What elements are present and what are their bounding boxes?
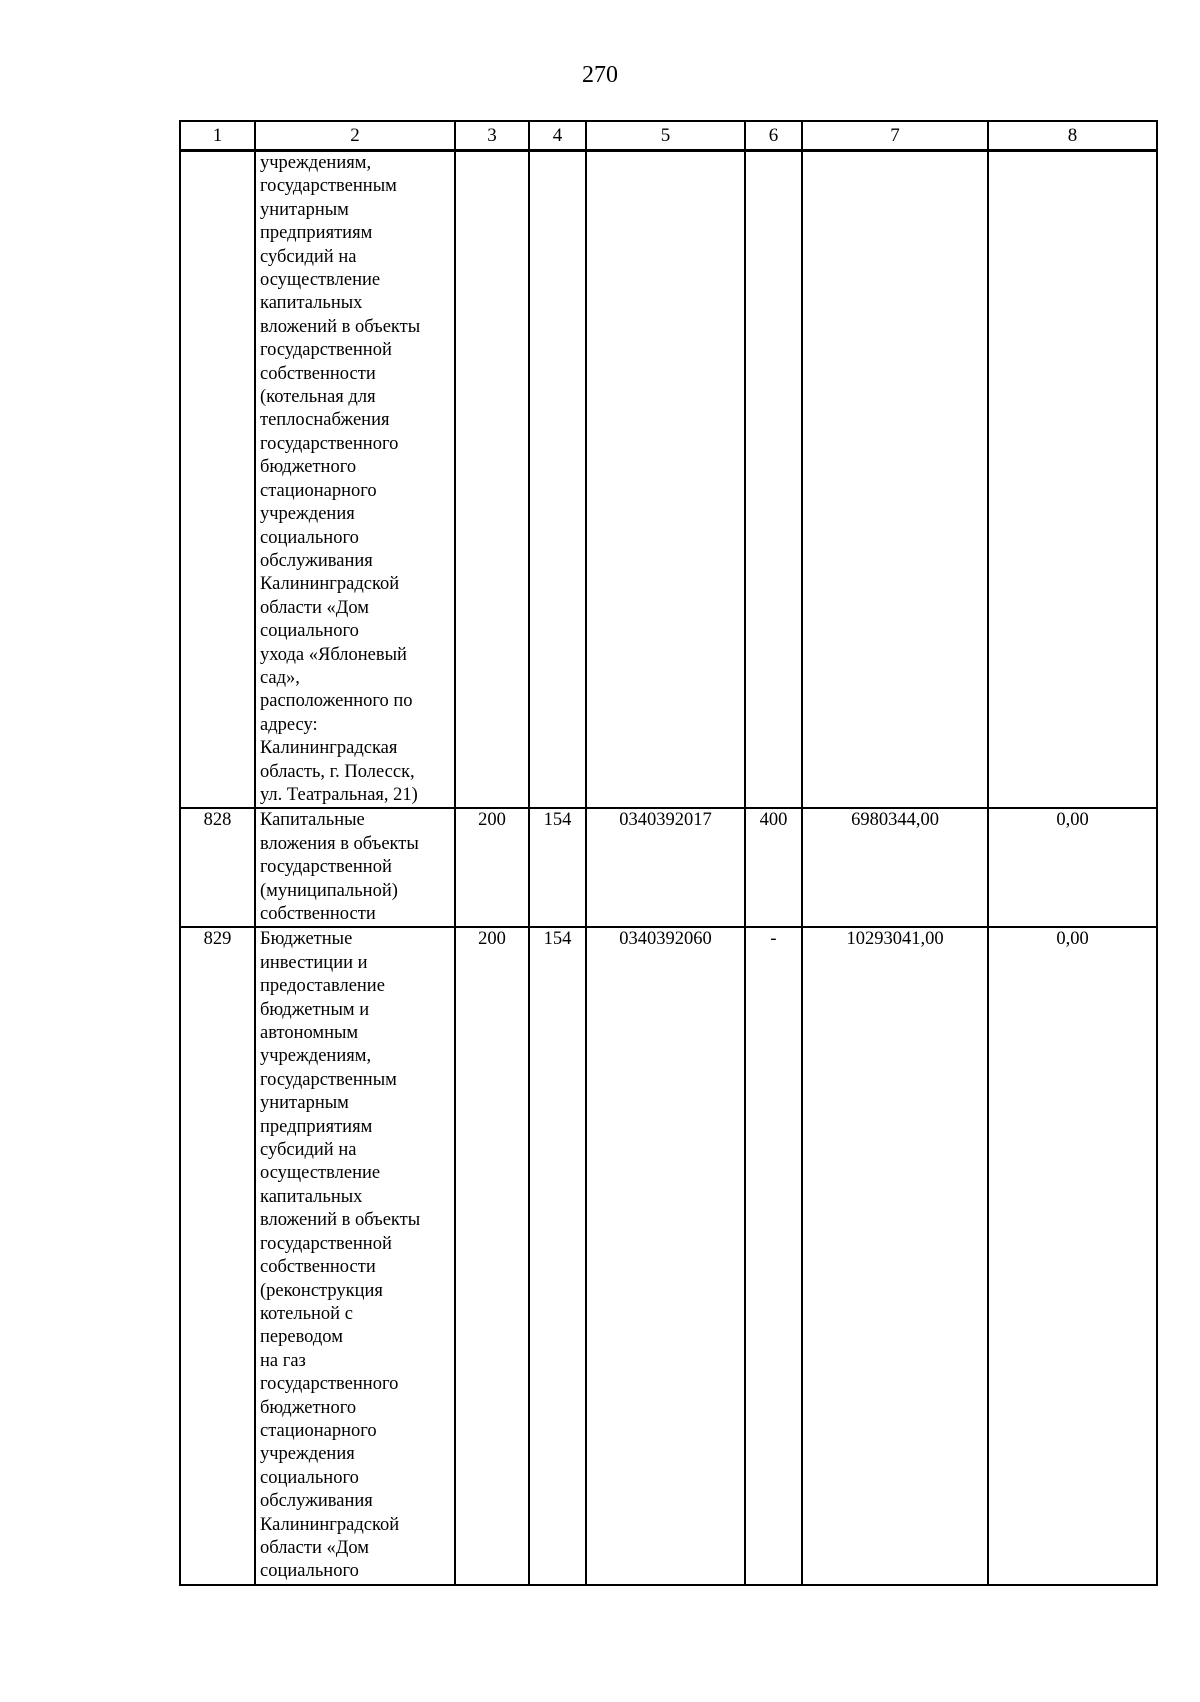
row-col6	[745, 151, 802, 809]
row-number: 829	[180, 927, 255, 1584]
row-col8: 0,00	[988, 927, 1157, 1584]
row-col7: 10293041,00	[802, 927, 988, 1584]
row-col8: 0,00	[988, 808, 1157, 927]
header-row	[180, 121, 1157, 151]
row-col3: 200	[455, 808, 529, 927]
row-col4	[529, 151, 586, 809]
row-number	[180, 151, 255, 809]
column-header-4: 4	[529, 121, 586, 151]
row-col5	[586, 151, 745, 809]
row-col6: -	[745, 927, 802, 1584]
row-description: Капитальные вложения в объекты государственной (муниципальной) собственности	[255, 808, 455, 927]
row-number: 828	[180, 808, 255, 927]
row-description: учреждениям, государственным унитарным предприятиям субсидий на осуществление капитальных вложений в объекты государственной собственности (котельная для теплоснабжения государственного бюджетного стационарного учреждения социального обслуживания Калининградской области «Дом социального ухода «Яблоневый сад», расположенного по адресу: Калининградская область, г. Полесск, ул. Театральная, 21)	[255, 151, 455, 809]
budget-table	[179, 120, 1158, 1586]
column-header-1: 1	[180, 121, 255, 151]
row-col5: 0340392017	[586, 808, 745, 927]
page-number: 270	[582, 62, 618, 88]
column-header-8: 8	[988, 121, 1157, 151]
column-header-6: 6	[745, 121, 802, 151]
row-col3	[455, 151, 529, 809]
row-col7: 6980344,00	[802, 808, 988, 927]
table-row	[180, 151, 1157, 809]
row-col6: 400	[745, 808, 802, 927]
table-row	[180, 927, 1157, 1584]
table-header	[180, 121, 1157, 151]
row-col3: 200	[455, 927, 529, 1584]
column-header-3: 3	[455, 121, 529, 151]
row-description: Бюджетные инвестиции и предоставление бюджетным и автономным учреждениям, государственным унитарным предприятиям субсидий на осуществление капитальных вложений в объекты государственной собственности (реконструкция котельной с переводом на газ государственного бюджетного стационарного учреждения социального обслуживания Калининградской области «Дом социального	[255, 927, 455, 1584]
row-col5: 0340392060	[586, 927, 745, 1584]
row-col4: 154	[529, 927, 586, 1584]
column-header-5: 5	[586, 121, 745, 151]
column-header-2: 2	[255, 121, 455, 151]
column-header-7: 7	[802, 121, 988, 151]
row-col7	[802, 151, 988, 809]
row-col4: 154	[529, 808, 586, 927]
table-row	[180, 808, 1157, 927]
row-col8	[988, 151, 1157, 809]
